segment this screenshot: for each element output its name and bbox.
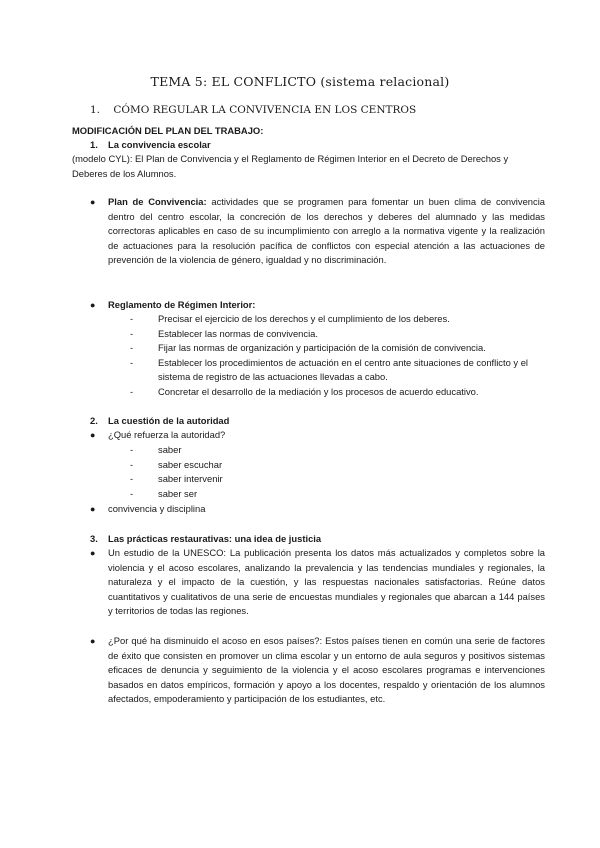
- bullet-icon: ●: [90, 197, 96, 207]
- bullet-icon: ●: [90, 636, 96, 646]
- dash-marker: -: [130, 313, 134, 324]
- list-item: [130, 472, 545, 487]
- list-item-text: Precisar el ejercicio de los derechos y el cumplimiento de los deberes.: [158, 313, 450, 324]
- list-item-text: saber escuchar: [158, 458, 223, 470]
- list-item: [130, 312, 545, 327]
- list-item: [130, 487, 545, 502]
- list-item: [130, 385, 545, 400]
- dash-marker: -: [130, 473, 134, 485]
- list-item-text: Fijar las normas de organización y participación de la comisión de convivencia.: [158, 342, 486, 354]
- section-heading-text: CÓMO REGULAR LA CONVIVENCIA EN LOS CENTROS: [113, 104, 417, 116]
- list-item: [130, 327, 545, 342]
- bullet-icon: ●: [90, 300, 96, 310]
- dash-marker: -: [130, 342, 134, 354]
- list-item-text: saber: [158, 444, 182, 455]
- bullet-icon: ●: [90, 548, 96, 558]
- acoso-paragraph: ¿Por qué ha disminuido el acoso en esos países?: Estos países tienen en común una serie de factores de éxito que consisten en promover un clima escolar y un entorno de aula seguros y positivos sistemas eficaces de denuncia y seguimiento de la violencia y el acoso escolares programas e intervenciones basados en datos empíricos, formación y apoyo a los docentes, respaldo y orientación de los alumnos afectados, empoderamiento y participación de los estudiantes, etc.: [108, 635, 545, 705]
- list-item: [130, 341, 545, 356]
- list-item-text: saber ser: [158, 487, 198, 499]
- dash-marker: -: [130, 487, 134, 499]
- bullet-icon: ●: [90, 430, 96, 440]
- page-title: TEMA 5: EL CONFLICTO (sistema relacional): [150, 74, 450, 89]
- list-item: [130, 443, 545, 458]
- dash-marker: -: [130, 356, 134, 368]
- dash-marker: -: [130, 458, 134, 470]
- reglamento-list: [130, 312, 545, 400]
- bullet-icon: ●: [90, 504, 96, 514]
- section-heading: [90, 104, 416, 116]
- unesco-paragraph: Un estudio de la UNESCO: La publicación presenta los datos más actualizados y completos sobre la violencia y el acoso escolares, analizando la prevalencia y las tendencias mundiales y regionales, la naturaleza y el impacto de la cuestión, y las respuestas nacionales satisfactorias. Reúne datos cuantitativos y cualitativos de una serie de encuestas mundiales y regionales que abarcan a 144 países y territorios de todas las regiones.: [108, 547, 545, 617]
- list-item: [130, 356, 545, 385]
- subsection-number-2: 2.: [90, 415, 98, 426]
- list-item-text: Establecer las normas de convivencia.: [158, 327, 318, 339]
- modification-heading: MODIFICACIÓN DEL PLAN DEL TRABAJO:: [72, 125, 264, 136]
- intro-paragraph: (modelo CYL): El Plan de Convivencia y el Reglamento de Régimen Interior en el Decreto de Derechos y Deberes de los Alumnos.: [72, 153, 509, 179]
- dash-marker: -: [130, 385, 134, 397]
- subsection-title-3: Las prácticas restaurativas: una idea de justicia: [108, 533, 322, 544]
- autoridad-list: [130, 443, 545, 501]
- subsection-number-3: 3.: [90, 533, 98, 544]
- dash-marker: -: [130, 444, 134, 455]
- dash-marker: -: [130, 327, 134, 339]
- section-number: 1.: [90, 104, 101, 116]
- autoridad-question: ¿Qué refuerza la autoridad?: [108, 429, 226, 440]
- subsection-title-1: La convivencia escolar: [108, 139, 211, 150]
- plan-paragraph: [108, 195, 545, 268]
- list-item-text: Establecer los procedimientos de actuación en el centro ante situaciones de conflicto y el sistema de registro de las actuaciones llevadas a cabo.: [158, 356, 529, 383]
- list-item-text: Concretar el desarrollo de la mediación y los procesos de acuerdo educativo.: [158, 385, 479, 397]
- list-item-text: saber intervenir: [158, 473, 223, 485]
- list-item: [130, 458, 545, 473]
- plan-text: actividades que se programen para fomentar un buen clima de convivencia dentro del centro escolar, la concreción de los derechos y deberes del alumnado y las medidas correctoras aplicables en caso de su incumplimiento con arreglo a la normativa vigente y la realización de actuaciones para la resolución pacífica de conflictos con especial atención a las actuaciones de prevención de la violencia de género, igualdad y no discriminación.: [108, 196, 545, 266]
- subsection-number-1: 1.: [90, 139, 98, 150]
- reglamento-label: Reglamento de Régimen Interior:: [108, 299, 256, 310]
- subsection-title-2: La cuestión de la autoridad: [108, 415, 230, 426]
- autoridad-extra: convivencia y disciplina: [108, 503, 206, 514]
- plan-label: Plan de Convivencia:: [108, 196, 207, 207]
